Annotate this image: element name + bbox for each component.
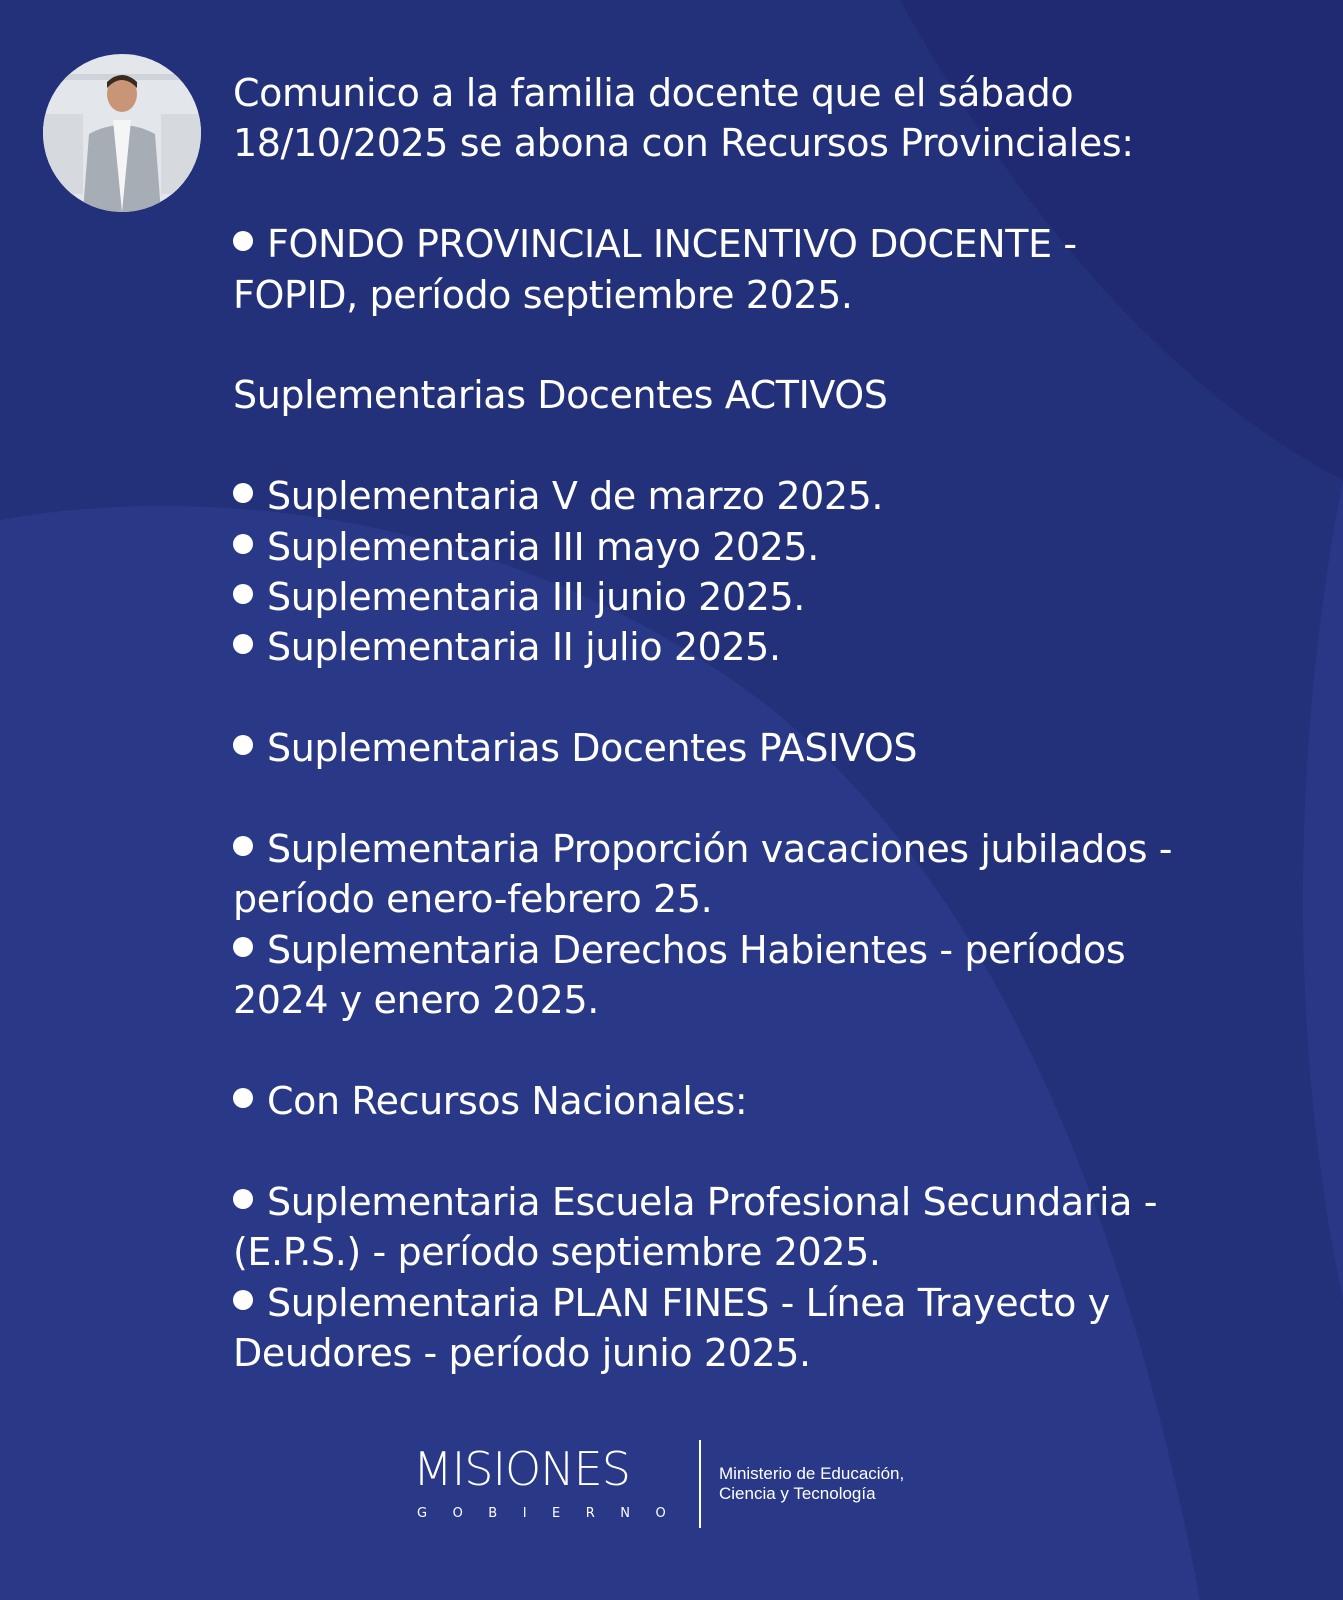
activos-item-1: Suplementaria V de marzo 2025.	[267, 474, 884, 519]
pasivos-item-1-line-1: Suplementaria Proporción vacaciones jubilados -	[267, 827, 1173, 872]
ministry-name	[719, 1464, 904, 1504]
pasivos-item-2-line-1: Suplementaria Derechos Habientes - períodos	[267, 927, 1126, 972]
list-item	[233, 572, 1303, 622]
nacionales-item-1-line-1: Suplementaria Escuela Profesional Secundaria -	[267, 1179, 1158, 1224]
pasivos-heading-item	[233, 723, 1303, 773]
list-item	[233, 522, 1303, 572]
footer-logo	[413, 1440, 973, 1532]
nacionales-item-2-line-2: Deudores - período junio 2025.	[233, 1331, 811, 1376]
list-item	[233, 471, 1303, 521]
list-item	[233, 824, 1303, 874]
bullet-icon	[233, 483, 253, 503]
bullet-icon	[233, 634, 253, 654]
intro-line-2: 18/10/2025 se abona con Recursos Provinciales:	[233, 121, 1134, 166]
list-item	[233, 1177, 1303, 1227]
bullet-icon	[233, 937, 253, 957]
pasivos-item-2-line-2: 2024 y enero 2025.	[233, 978, 599, 1023]
bullet-icon	[233, 836, 253, 856]
fopid-item	[233, 219, 1303, 269]
bullet-icon	[233, 534, 253, 554]
intro-line-1: Comunico a la familia docente que el sábado	[233, 71, 1074, 115]
fopid-line-1: FONDO PROVINCIAL INCENTIVO DOCENTE -	[267, 222, 1077, 267]
bullet-icon	[233, 1290, 253, 1310]
list-item	[233, 622, 1303, 672]
activos-item-3: Suplementaria III junio 2025.	[267, 575, 805, 620]
bullet-icon	[233, 735, 253, 755]
bullet-icon	[233, 1088, 253, 1108]
ministry-line-2: Ciencia y Tecnología	[719, 1484, 876, 1503]
ministry-line-1: Ministerio de Educación,	[719, 1464, 905, 1483]
profile-avatar	[43, 54, 201, 212]
gobierno-label: GOBIERNO	[417, 1506, 692, 1521]
activos-heading: Suplementarias Docentes ACTIVOS	[233, 373, 888, 418]
nacionales-heading: Con Recursos Nacionales:	[267, 1079, 748, 1124]
pasivos-heading: Suplementarias Docentes PASIVOS	[267, 726, 918, 771]
list-item	[233, 925, 1303, 975]
nacionales-heading-item	[233, 1076, 1303, 1126]
announcement-body	[233, 68, 1303, 1378]
bullet-icon	[233, 1189, 253, 1209]
nacionales-item-2-line-1: Suplementaria PLAN FINES - Línea Trayecto y	[267, 1280, 1110, 1325]
pasivos-item-1-line-2: período enero-febrero 25.	[233, 877, 713, 922]
bullet-icon	[233, 584, 253, 604]
footer-divider	[699, 1440, 701, 1528]
bullet-icon	[233, 231, 253, 251]
fopid-line-2: FOPID, período septiembre 2025.	[233, 272, 853, 317]
nacionales-item-1-line-2: (E.P.S.) - período septiembre 2025.	[233, 1230, 881, 1275]
misiones-logo: MISIONES	[413, 1442, 630, 1496]
activos-item-4: Suplementaria II julio 2025.	[267, 625, 781, 670]
activos-item-2: Suplementaria III mayo 2025.	[267, 524, 819, 569]
list-item	[233, 1278, 1303, 1328]
